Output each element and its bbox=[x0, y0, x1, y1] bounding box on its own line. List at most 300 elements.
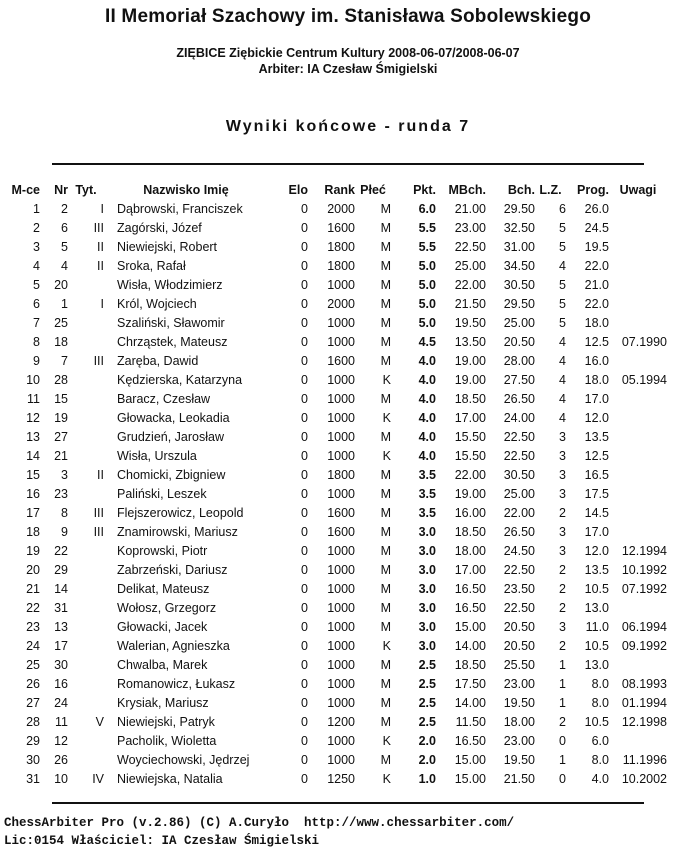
cell-gender: M bbox=[380, 620, 391, 634]
cell-number: 10 bbox=[54, 772, 68, 786]
table-row bbox=[0, 447, 667, 466]
cell-progress: 12.0 bbox=[584, 544, 609, 558]
cell-gender: M bbox=[380, 544, 391, 558]
cell-number: 21 bbox=[54, 449, 68, 463]
cell-buchholz: 19.50 bbox=[503, 753, 535, 767]
cell-progress: 8.0 bbox=[591, 696, 609, 710]
cell-points: 4.0 bbox=[418, 411, 436, 425]
cell-wins: 4 bbox=[559, 354, 566, 368]
cell-median-buchholz: 16.00 bbox=[454, 506, 486, 520]
cell-gender: M bbox=[380, 316, 391, 330]
cell-median-buchholz: 22.00 bbox=[454, 278, 486, 292]
cell-points: 4.5 bbox=[418, 335, 436, 349]
cell-title: IV bbox=[92, 772, 104, 786]
cell-buchholz: 22.00 bbox=[503, 506, 535, 520]
table-row bbox=[0, 257, 667, 276]
cell-title bbox=[68, 732, 104, 751]
cell-progress: 18.0 bbox=[584, 316, 609, 330]
cell-player-name: Zagórski, Józef bbox=[117, 221, 202, 235]
cell-number: 12 bbox=[54, 734, 68, 748]
column-header-elo: Elo bbox=[288, 183, 308, 197]
cell-title bbox=[68, 675, 104, 694]
cell-buchholz: 29.50 bbox=[503, 202, 535, 216]
table-row bbox=[0, 428, 667, 447]
cell-player-name: Pacholik, Wioletta bbox=[117, 734, 217, 748]
cell-title bbox=[68, 580, 104, 599]
results-table bbox=[0, 181, 667, 789]
cell-rank: 1000 bbox=[327, 392, 355, 406]
cell-points: 2.5 bbox=[418, 658, 436, 672]
cell-player-name: Niewiejski, Robert bbox=[117, 240, 218, 254]
cell-title bbox=[68, 333, 104, 352]
cell-wins: 0 bbox=[559, 772, 566, 786]
cell-progress: 16.5 bbox=[584, 468, 609, 482]
venue-line: ZIĘBICE Ziębickie Centrum Kultury 2008-06-07/2008-06-07 bbox=[176, 46, 520, 60]
cell-elo: 0 bbox=[301, 658, 308, 672]
table-body bbox=[0, 200, 667, 789]
cell-title bbox=[68, 599, 104, 618]
cell-median-buchholz: 19.00 bbox=[454, 354, 486, 368]
cell-elo: 0 bbox=[301, 202, 308, 216]
cell-progress: 8.0 bbox=[591, 677, 609, 691]
tournament-title: II Memoriał Szachowy im. Stanisława Sobolewskiego bbox=[105, 6, 591, 27]
cell-number: 31 bbox=[54, 601, 68, 615]
cell-rank: 2000 bbox=[327, 202, 355, 216]
cell-place: 3 bbox=[33, 240, 40, 254]
cell-elo: 0 bbox=[301, 297, 308, 311]
cell-buchholz: 29.50 bbox=[503, 297, 535, 311]
cell-title bbox=[68, 637, 104, 656]
cell-gender: M bbox=[380, 430, 391, 444]
cell-title bbox=[68, 390, 104, 409]
cell-wins: 4 bbox=[559, 335, 566, 349]
cell-points: 6.0 bbox=[418, 202, 436, 216]
cell-median-buchholz: 19.50 bbox=[454, 316, 486, 330]
cell-elo: 0 bbox=[301, 601, 308, 615]
cell-player-name: Romanowicz, Łukasz bbox=[117, 677, 236, 691]
cell-median-buchholz: 15.00 bbox=[454, 753, 486, 767]
cell-progress: 11.0 bbox=[585, 620, 609, 634]
cell-elo: 0 bbox=[301, 753, 308, 767]
cell-number: 26 bbox=[54, 753, 68, 767]
cell-gender: M bbox=[380, 297, 391, 311]
cell-gender: K bbox=[382, 373, 391, 387]
table-row bbox=[0, 390, 667, 409]
cell-number: 18 bbox=[54, 335, 68, 349]
cell-place: 15 bbox=[26, 468, 40, 482]
cell-place: 27 bbox=[26, 696, 40, 710]
cell-wins: 4 bbox=[559, 392, 566, 406]
cell-elo: 0 bbox=[301, 487, 308, 501]
cell-progress: 26.0 bbox=[584, 202, 609, 216]
cell-points: 3.0 bbox=[418, 563, 436, 577]
table-row bbox=[0, 751, 667, 770]
cell-buchholz: 26.50 bbox=[503, 525, 535, 539]
cell-elo: 0 bbox=[301, 639, 308, 653]
cell-number: 25 bbox=[54, 316, 68, 330]
cell-remarks bbox=[609, 276, 667, 295]
cell-place: 14 bbox=[26, 449, 40, 463]
cell-points: 2.5 bbox=[418, 696, 436, 710]
column-header-rank: Rank bbox=[324, 183, 355, 197]
cell-player-name: Dąbrowski, Franciszek bbox=[117, 202, 243, 216]
cell-progress: 14.5 bbox=[584, 506, 609, 520]
cell-title: I bbox=[100, 297, 104, 311]
cell-buchholz: 30.50 bbox=[503, 468, 535, 482]
cell-title bbox=[68, 428, 104, 447]
license-line: Lic:0154 Właściciel: IA Czesław Śmigielski bbox=[4, 834, 320, 848]
table-row bbox=[0, 732, 667, 751]
cell-median-buchholz: 14.00 bbox=[454, 639, 486, 653]
cell-player-name: Paliński, Leszek bbox=[117, 487, 207, 501]
cell-place: 13 bbox=[26, 430, 40, 444]
cell-place: 17 bbox=[26, 506, 40, 520]
cell-points: 3.0 bbox=[418, 620, 436, 634]
cell-player-name: Szaliński, Sławomir bbox=[117, 316, 225, 330]
table-row bbox=[0, 314, 667, 333]
cell-rank: 2000 bbox=[327, 297, 355, 311]
cell-gender: M bbox=[380, 696, 391, 710]
cell-buchholz: 30.50 bbox=[503, 278, 535, 292]
cell-elo: 0 bbox=[301, 411, 308, 425]
cell-remarks: 07.1990 bbox=[621, 335, 667, 349]
cell-elo: 0 bbox=[301, 373, 308, 387]
cell-title bbox=[68, 656, 104, 675]
cell-buchholz: 18.00 bbox=[503, 715, 535, 729]
cell-median-buchholz: 15.50 bbox=[454, 449, 486, 463]
cell-elo: 0 bbox=[301, 582, 308, 596]
cell-rank: 1000 bbox=[327, 658, 355, 672]
cell-player-name: Zabrzeński, Dariusz bbox=[117, 563, 228, 577]
cell-number: 1 bbox=[61, 297, 68, 311]
cell-progress: 22.0 bbox=[584, 297, 609, 311]
cell-place: 20 bbox=[26, 563, 40, 577]
cell-gender: M bbox=[380, 506, 391, 520]
top-divider bbox=[52, 163, 644, 165]
cell-wins: 5 bbox=[559, 240, 566, 254]
cell-elo: 0 bbox=[301, 449, 308, 463]
table-row bbox=[0, 200, 667, 219]
cell-gender: M bbox=[380, 354, 391, 368]
cell-wins: 2 bbox=[559, 506, 566, 520]
cell-number: 7 bbox=[61, 354, 68, 368]
cell-buchholz: 32.50 bbox=[503, 221, 535, 235]
cell-elo: 0 bbox=[301, 506, 308, 520]
cell-rank: 1600 bbox=[327, 506, 355, 520]
cell-remarks bbox=[609, 200, 667, 219]
cell-title: II bbox=[97, 468, 104, 482]
cell-median-buchholz: 19.00 bbox=[454, 373, 486, 387]
cell-progress: 16.0 bbox=[584, 354, 609, 368]
column-header-median-buchholz: MBch. bbox=[448, 183, 486, 197]
cell-elo: 0 bbox=[301, 563, 308, 577]
cell-median-buchholz: 25.00 bbox=[454, 259, 486, 273]
cell-number: 2 bbox=[61, 202, 68, 216]
cell-title: III bbox=[93, 221, 104, 235]
cell-median-buchholz: 16.50 bbox=[454, 582, 486, 596]
cell-buchholz: 21.50 bbox=[503, 772, 535, 786]
column-header-player-name: Nazwisko Imię bbox=[143, 183, 229, 197]
cell-place: 23 bbox=[26, 620, 40, 634]
cell-place: 21 bbox=[26, 582, 40, 596]
cell-title bbox=[68, 485, 104, 504]
cell-number: 6 bbox=[61, 221, 68, 235]
column-header-remarks: Uwagi bbox=[619, 183, 657, 197]
cell-title bbox=[68, 694, 104, 713]
cell-rank: 1000 bbox=[327, 582, 355, 596]
cell-remarks: 12.1994 bbox=[621, 544, 667, 558]
cell-rank: 1800 bbox=[327, 468, 355, 482]
cell-number: 24 bbox=[54, 696, 68, 710]
cell-wins: 1 bbox=[559, 658, 566, 672]
cell-rank: 1000 bbox=[327, 487, 355, 501]
cell-remarks bbox=[609, 656, 667, 675]
cell-place: 9 bbox=[33, 354, 40, 368]
cell-gender: M bbox=[380, 582, 391, 596]
cell-remarks: 05.1994 bbox=[621, 373, 667, 387]
cell-place: 7 bbox=[33, 316, 40, 330]
cell-wins: 3 bbox=[559, 525, 566, 539]
column-header-points: Pkt. bbox=[413, 183, 436, 197]
table-row bbox=[0, 599, 667, 618]
column-header-gender: Płeć bbox=[360, 183, 386, 197]
cell-place: 1 bbox=[33, 202, 40, 216]
cell-number: 3 bbox=[61, 468, 68, 482]
cell-place: 11 bbox=[27, 392, 40, 406]
cell-remarks bbox=[609, 504, 667, 523]
cell-player-name: Niewiejski, Patryk bbox=[117, 715, 215, 729]
cell-remarks bbox=[609, 523, 667, 542]
cell-gender: M bbox=[380, 335, 391, 349]
cell-remarks bbox=[609, 257, 667, 276]
cell-points: 4.0 bbox=[418, 373, 436, 387]
cell-elo: 0 bbox=[301, 525, 308, 539]
cell-player-name: Woyciechowski, Jędrzej bbox=[117, 753, 250, 767]
cell-progress: 22.0 bbox=[584, 259, 609, 273]
table-row bbox=[0, 656, 667, 675]
cell-place: 30 bbox=[26, 753, 40, 767]
cell-remarks: 10.1992 bbox=[621, 563, 667, 577]
cell-wins: 3 bbox=[559, 468, 566, 482]
cell-place: 19 bbox=[26, 544, 40, 558]
cell-rank: 1000 bbox=[327, 753, 355, 767]
cell-place: 22 bbox=[26, 601, 40, 615]
cell-remarks bbox=[609, 238, 667, 257]
cell-wins: 2 bbox=[559, 715, 566, 729]
cell-remarks: 07.1992 bbox=[621, 582, 667, 596]
cell-place: 12 bbox=[26, 411, 40, 425]
cell-rank: 1000 bbox=[327, 601, 355, 615]
cell-progress: 6.0 bbox=[591, 734, 609, 748]
table-row bbox=[0, 485, 667, 504]
cell-buchholz: 28.00 bbox=[503, 354, 535, 368]
cell-title bbox=[68, 314, 104, 333]
cell-place: 10 bbox=[26, 373, 40, 387]
cell-median-buchholz: 18.50 bbox=[454, 658, 486, 672]
cell-title bbox=[68, 542, 104, 561]
cell-points: 3.0 bbox=[418, 544, 436, 558]
cell-rank: 1000 bbox=[327, 677, 355, 691]
cell-remarks bbox=[609, 485, 667, 504]
table-header-row bbox=[0, 181, 667, 200]
cell-player-name: Niewiejska, Natalia bbox=[117, 772, 223, 786]
cell-points: 2.5 bbox=[418, 715, 436, 729]
cell-remarks bbox=[609, 295, 667, 314]
cell-place: 28 bbox=[26, 715, 40, 729]
cell-gender: M bbox=[380, 392, 391, 406]
cell-title bbox=[68, 561, 104, 580]
cell-player-name: Król, Wojciech bbox=[117, 297, 197, 311]
cell-points: 2.0 bbox=[418, 753, 436, 767]
cell-gender: M bbox=[380, 753, 391, 767]
table-row bbox=[0, 523, 667, 542]
cell-progress: 4.0 bbox=[591, 772, 609, 786]
cell-gender: M bbox=[380, 468, 391, 482]
cell-rank: 1200 bbox=[327, 715, 355, 729]
cell-rank: 1000 bbox=[327, 335, 355, 349]
cell-rank: 1000 bbox=[327, 449, 355, 463]
cell-points: 5.0 bbox=[418, 297, 436, 311]
cell-wins: 1 bbox=[559, 753, 566, 767]
cell-buchholz: 22.50 bbox=[503, 430, 535, 444]
cell-remarks bbox=[609, 409, 667, 428]
cell-elo: 0 bbox=[301, 715, 308, 729]
cell-buchholz: 23.00 bbox=[503, 677, 535, 691]
cell-progress: 13.5 bbox=[584, 430, 609, 444]
cell-wins: 5 bbox=[559, 316, 566, 330]
cell-wins: 2 bbox=[559, 639, 566, 653]
cell-points: 5.0 bbox=[418, 316, 436, 330]
cell-rank: 1000 bbox=[327, 278, 355, 292]
cell-title: III bbox=[93, 354, 104, 368]
cell-remarks bbox=[609, 219, 667, 238]
cell-median-buchholz: 19.00 bbox=[454, 487, 486, 501]
table-row bbox=[0, 694, 667, 713]
cell-gender: M bbox=[380, 601, 391, 615]
cell-number: 23 bbox=[54, 487, 68, 501]
cell-rank: 1000 bbox=[327, 316, 355, 330]
cell-remarks bbox=[609, 428, 667, 447]
cell-remarks: 11.1996 bbox=[622, 753, 667, 767]
cell-points: 3.0 bbox=[418, 525, 436, 539]
arbiter-line: Arbiter: IA Czesław Śmigielski bbox=[258, 62, 438, 76]
column-header-number: Nr bbox=[54, 183, 68, 197]
column-header-title: Tyt. bbox=[75, 183, 97, 197]
cell-points: 3.0 bbox=[418, 601, 436, 615]
cell-progress: 10.5 bbox=[584, 639, 609, 653]
table-row bbox=[0, 352, 667, 371]
cell-player-name: Walerian, Agnieszka bbox=[117, 639, 230, 653]
cell-gender: K bbox=[382, 411, 391, 425]
cell-player-name: Chwalba, Marek bbox=[117, 658, 208, 672]
cell-points: 3.5 bbox=[418, 506, 436, 520]
cell-median-buchholz: 14.00 bbox=[454, 696, 486, 710]
cell-wins: 5 bbox=[559, 221, 566, 235]
cell-points: 2.5 bbox=[418, 677, 436, 691]
cell-remarks bbox=[609, 390, 667, 409]
cell-wins: 2 bbox=[559, 601, 566, 615]
cell-rank: 1600 bbox=[327, 525, 355, 539]
round-title: Wyniki końcowe - runda 7 bbox=[225, 118, 471, 135]
table-row bbox=[0, 675, 667, 694]
cell-points: 3.0 bbox=[418, 639, 436, 653]
cell-elo: 0 bbox=[301, 392, 308, 406]
cell-place: 25 bbox=[26, 658, 40, 672]
cell-progress: 17.0 bbox=[584, 392, 609, 406]
cell-elo: 0 bbox=[301, 677, 308, 691]
cell-buchholz: 24.00 bbox=[503, 411, 535, 425]
table-row bbox=[0, 466, 667, 485]
cell-buchholz: 22.50 bbox=[503, 563, 535, 577]
cell-title: III bbox=[93, 525, 104, 539]
cell-median-buchholz: 15.00 bbox=[454, 620, 486, 634]
cell-elo: 0 bbox=[301, 544, 308, 558]
table-row bbox=[0, 713, 667, 732]
cell-rank: 1000 bbox=[327, 544, 355, 558]
cell-progress: 17.0 bbox=[584, 525, 609, 539]
cell-buchholz: 27.50 bbox=[503, 373, 535, 387]
cell-gender: M bbox=[380, 525, 391, 539]
cell-points: 3.0 bbox=[418, 582, 436, 596]
cell-points: 4.0 bbox=[418, 430, 436, 444]
cell-buchholz: 34.50 bbox=[503, 259, 535, 273]
cell-remarks bbox=[609, 314, 667, 333]
cell-buchholz: 22.50 bbox=[503, 601, 535, 615]
cell-median-buchholz: 21.00 bbox=[454, 202, 486, 216]
cell-gender: M bbox=[380, 221, 391, 235]
cell-wins: 4 bbox=[559, 373, 566, 387]
cell-player-name: Wisła, Urszula bbox=[117, 449, 197, 463]
cell-median-buchholz: 13.50 bbox=[454, 335, 486, 349]
table-row bbox=[0, 770, 667, 789]
cell-place: 16 bbox=[26, 487, 40, 501]
cell-remarks bbox=[609, 447, 667, 466]
cell-title: II bbox=[97, 240, 104, 254]
cell-buchholz: 24.50 bbox=[503, 544, 535, 558]
cell-elo: 0 bbox=[301, 335, 308, 349]
cell-median-buchholz: 18.00 bbox=[454, 544, 486, 558]
cell-place: 4 bbox=[33, 259, 40, 273]
cell-player-name: Wołosz, Grzegorz bbox=[117, 601, 217, 615]
cell-number: 19 bbox=[54, 411, 68, 425]
cell-remarks: 08.1993 bbox=[621, 677, 667, 691]
cell-player-name: Koprowski, Piotr bbox=[117, 544, 208, 558]
cell-wins: 3 bbox=[559, 487, 566, 501]
table-row bbox=[0, 219, 667, 238]
cell-gender: M bbox=[380, 240, 391, 254]
cell-number: 5 bbox=[61, 240, 68, 254]
table-row bbox=[0, 238, 667, 257]
cell-title: II bbox=[97, 259, 104, 273]
cell-buchholz: 22.50 bbox=[503, 449, 535, 463]
column-header-place: M-ce bbox=[11, 183, 40, 197]
cell-player-name: Kędzierska, Katarzyna bbox=[117, 373, 243, 387]
cell-progress: 8.0 bbox=[591, 753, 609, 767]
cell-gender: K bbox=[382, 449, 391, 463]
cell-elo: 0 bbox=[301, 468, 308, 482]
table-row bbox=[0, 276, 667, 295]
bottom-divider bbox=[52, 802, 644, 804]
cell-rank: 1000 bbox=[327, 734, 355, 748]
cell-median-buchholz: 18.50 bbox=[454, 392, 486, 406]
cell-player-name: Grudzień, Jarosław bbox=[117, 430, 224, 444]
cell-elo: 0 bbox=[301, 278, 308, 292]
table-row bbox=[0, 295, 667, 314]
cell-progress: 13.0 bbox=[584, 601, 609, 615]
cell-player-name: Chrząstek, Mateusz bbox=[117, 335, 228, 349]
cell-remarks bbox=[609, 599, 667, 618]
cell-median-buchholz: 17.00 bbox=[454, 411, 486, 425]
